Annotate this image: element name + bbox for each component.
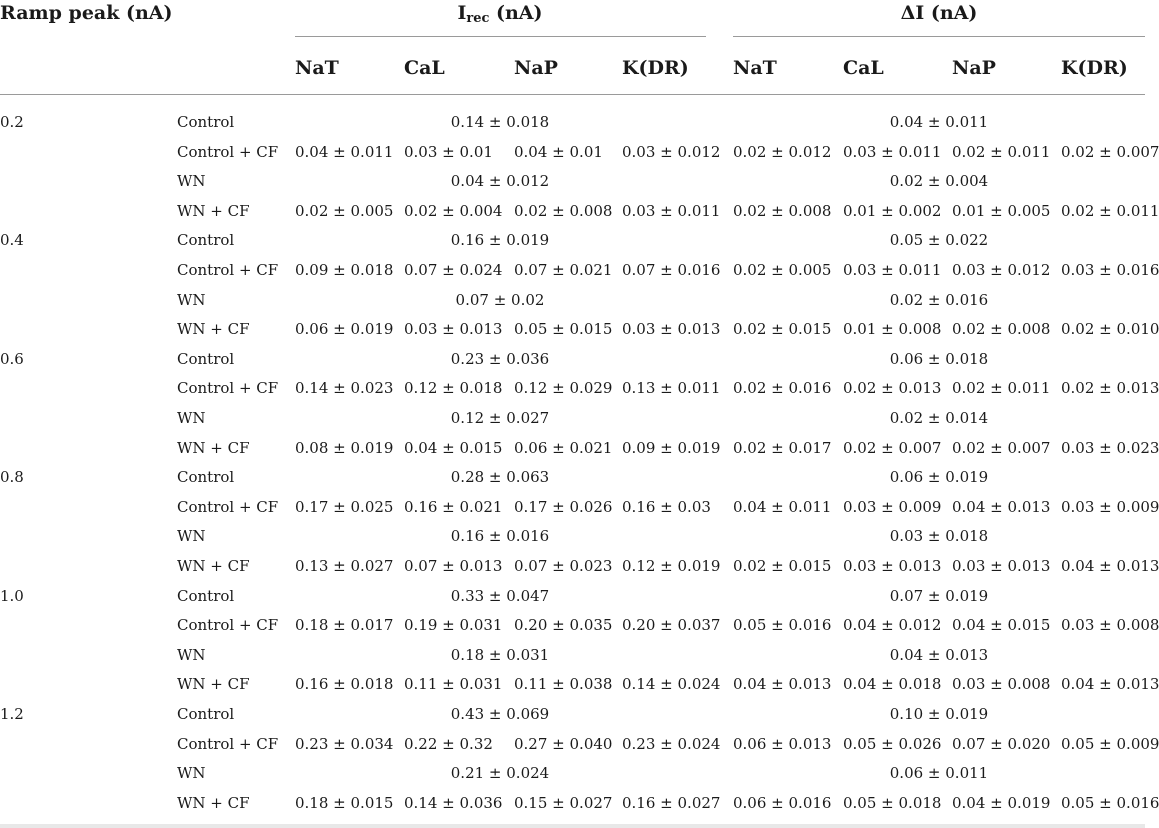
- table-cell: 0.16 ± 0.027: [622, 794, 721, 812]
- table-cell: 0.01 ± 0.002: [843, 202, 942, 220]
- ramp-peak-value: 1.2: [0, 705, 24, 723]
- delta-spanning-value: 0.05 ± 0.022: [889, 231, 989, 249]
- table-cell: 0.09 ± 0.018: [295, 261, 394, 279]
- delta-spanning-value: 0.03 ± 0.018: [889, 527, 989, 545]
- table-cell: 0.07 ± 0.024: [404, 261, 503, 279]
- table-cell: 0.02 ± 0.017: [733, 439, 832, 457]
- table-cell: 0.03 ± 0.013: [622, 320, 721, 338]
- table-cell: 0.12 ± 0.019: [622, 557, 721, 575]
- table-cell: 0.03 ± 0.013: [843, 557, 942, 575]
- table-cell: 0.02 ± 0.012: [733, 143, 832, 161]
- table-cell: 0.07 ± 0.023: [514, 557, 613, 575]
- irec-spanning-value: 0.18 ± 0.031: [450, 646, 550, 664]
- condition-label: Control + CF: [177, 379, 279, 397]
- table-cell: 0.01 ± 0.005: [952, 202, 1051, 220]
- table-cell: 0.06 ± 0.013: [733, 735, 832, 753]
- condition-label: Control + CF: [177, 261, 279, 279]
- ramp-peak-value: 1.0: [0, 587, 24, 605]
- irec-spanning-value: 0.04 ± 0.012: [450, 172, 550, 190]
- delta-spanning-value: 0.02 ± 0.016: [889, 291, 989, 309]
- table-cell: 0.05 ± 0.009: [1061, 735, 1159, 753]
- table-cell: 0.16 ± 0.03: [622, 498, 711, 516]
- table-cell: 0.02 ± 0.015: [733, 557, 832, 575]
- condition-label: WN + CF: [177, 557, 250, 575]
- ramp-peak-value: 0.4: [0, 231, 24, 249]
- table-cell: 0.27 ± 0.040: [514, 735, 613, 753]
- table-cell: 0.08 ± 0.019: [295, 439, 394, 457]
- table-cell: 0.02 ± 0.008: [733, 202, 832, 220]
- table-cell: 0.18 ± 0.017: [295, 616, 394, 634]
- delta-spanning-value: 0.02 ± 0.014: [889, 409, 989, 427]
- table-cell: 0.04 ± 0.01: [514, 143, 603, 161]
- table-cell: 0.05 ± 0.018: [843, 794, 942, 812]
- table-cell: 0.03 ± 0.016: [1061, 261, 1159, 279]
- table-cell: 0.04 ± 0.013: [1061, 557, 1159, 575]
- table-cell: 0.02 ± 0.008: [514, 202, 613, 220]
- table-cell: 0.03 ± 0.012: [622, 143, 721, 161]
- ramp-peak-header: Ramp peak (nA): [0, 2, 173, 24]
- table-cell: 0.04 ± 0.013: [733, 675, 832, 693]
- ramp-peak-value: 0.8: [0, 468, 24, 486]
- col-header-delta-kdr: K(DR): [1061, 57, 1128, 79]
- table-cell: 0.06 ± 0.016: [733, 794, 832, 812]
- table-cell: 0.02 ± 0.016: [733, 379, 832, 397]
- table-cell: 0.13 ± 0.011: [622, 379, 721, 397]
- table-cell: 0.19 ± 0.031: [404, 616, 503, 634]
- condition-label: Control + CF: [177, 143, 279, 161]
- table-cell: 0.05 ± 0.015: [514, 320, 613, 338]
- delta-group-rule: [733, 36, 1145, 37]
- table-cell: 0.15 ± 0.027: [514, 794, 613, 812]
- col-header-irec-cal: CaL: [404, 57, 445, 79]
- irec-spanning-value: 0.16 ± 0.016: [450, 527, 550, 545]
- irec-spanning-value: 0.12 ± 0.027: [450, 409, 550, 427]
- table-cell: 0.18 ± 0.015: [295, 794, 394, 812]
- table-cell: 0.02 ± 0.004: [404, 202, 503, 220]
- table-cell: 0.07 ± 0.013: [404, 557, 503, 575]
- table-cell: 0.01 ± 0.008: [843, 320, 942, 338]
- condition-label: WN: [177, 291, 206, 309]
- condition-label: WN + CF: [177, 675, 250, 693]
- table-cell: 0.14 ± 0.036: [404, 794, 503, 812]
- table-cell: 0.02 ± 0.013: [843, 379, 942, 397]
- condition-label: Control: [177, 231, 235, 249]
- table-cell: 0.04 ± 0.015: [952, 616, 1051, 634]
- table-cell: 0.11 ± 0.038: [514, 675, 613, 693]
- table-cell: 0.04 ± 0.013: [1061, 675, 1159, 693]
- header-bottom-rule: [0, 94, 1145, 95]
- irec-spanning-value: 0.43 ± 0.069: [450, 705, 550, 723]
- delta-spanning-value: 0.06 ± 0.019: [889, 468, 989, 486]
- condition-label: Control + CF: [177, 735, 279, 753]
- irec-group-rule: [295, 36, 706, 37]
- table-cell: 0.03 ± 0.009: [843, 498, 942, 516]
- condition-label: Control + CF: [177, 498, 279, 516]
- condition-label: Control: [177, 113, 235, 131]
- irec-spanning-value: 0.28 ± 0.063: [450, 468, 550, 486]
- condition-label: WN: [177, 646, 206, 664]
- irec-subscript: rec: [466, 11, 490, 26]
- condition-label: Control: [177, 468, 235, 486]
- table-cell: 0.03 ± 0.013: [952, 557, 1051, 575]
- table-cell: 0.03 ± 0.013: [404, 320, 503, 338]
- table-cell: 0.05 ± 0.016: [733, 616, 832, 634]
- delta-spanning-value: 0.06 ± 0.018: [889, 350, 989, 368]
- condition-label: Control: [177, 350, 235, 368]
- table-cell: 0.03 ± 0.011: [622, 202, 721, 220]
- col-header-irec-nap: NaP: [514, 57, 558, 79]
- delta-spanning-value: 0.04 ± 0.011: [889, 113, 989, 131]
- condition-label: Control: [177, 705, 235, 723]
- table-cell: 0.04 ± 0.011: [733, 498, 832, 516]
- table-cell: 0.04 ± 0.013: [952, 498, 1051, 516]
- table-cell: 0.04 ± 0.011: [295, 143, 394, 161]
- table-cell: 0.23 ± 0.034: [295, 735, 394, 753]
- delta-i-header: ΔI (nA): [900, 2, 978, 24]
- condition-label: Control: [177, 587, 235, 605]
- irec-spanning-value: 0.21 ± 0.024: [450, 764, 550, 782]
- table-cell: 0.16 ± 0.018: [295, 675, 394, 693]
- table-cell: 0.23 ± 0.024: [622, 735, 721, 753]
- table-cell: 0.17 ± 0.025: [295, 498, 394, 516]
- table-cell: 0.06 ± 0.021: [514, 439, 613, 457]
- irec-header: [295, 2, 705, 24]
- condition-label: WN: [177, 764, 206, 782]
- table-cell: 0.13 ± 0.027: [295, 557, 394, 575]
- table-cell: 0.03 ± 0.01: [404, 143, 493, 161]
- ramp-peak-value: 0.2: [0, 113, 24, 131]
- table-cell: 0.02 ± 0.007: [843, 439, 942, 457]
- table-cell: 0.20 ± 0.035: [514, 616, 613, 634]
- irec-spanning-value: 0.33 ± 0.047: [450, 587, 550, 605]
- table-cell: 0.12 ± 0.029: [514, 379, 613, 397]
- table-cell: 0.12 ± 0.018: [404, 379, 503, 397]
- condition-label: WN + CF: [177, 202, 250, 220]
- col-header-irec-kdr: K(DR): [622, 57, 689, 79]
- table-cell: 0.20 ± 0.037: [622, 616, 721, 634]
- table-cell: 0.04 ± 0.019: [952, 794, 1051, 812]
- delta-spanning-value: 0.04 ± 0.013: [889, 646, 989, 664]
- irec-spanning-value: 0.14 ± 0.018: [450, 113, 550, 131]
- table-cell: 0.22 ± 0.32: [404, 735, 493, 753]
- table-cell: 0.03 ± 0.012: [952, 261, 1051, 279]
- condition-label: WN: [177, 409, 206, 427]
- table-cell: 0.02 ± 0.007: [1061, 143, 1159, 161]
- table-cell: 0.05 ± 0.026: [843, 735, 942, 753]
- table-cell: 0.03 ± 0.011: [843, 261, 942, 279]
- table-cell: 0.03 ± 0.009: [1061, 498, 1159, 516]
- table-cell: 0.07 ± 0.020: [952, 735, 1051, 753]
- irec-spanning-value: 0.07 ± 0.02: [455, 291, 545, 309]
- table-cell: 0.02 ± 0.011: [952, 143, 1051, 161]
- table-cell: 0.02 ± 0.013: [1061, 379, 1159, 397]
- col-header-irec-nat: NaT: [295, 57, 339, 79]
- table-cell: 0.14 ± 0.023: [295, 379, 394, 397]
- table-cell: 0.16 ± 0.021: [404, 498, 503, 516]
- irec-spanning-value: 0.16 ± 0.019: [450, 231, 550, 249]
- table-cell: 0.03 ± 0.008: [952, 675, 1051, 693]
- condition-label: Control + CF: [177, 616, 279, 634]
- table-cell: 0.02 ± 0.005: [733, 261, 832, 279]
- table-cell: 0.02 ± 0.015: [733, 320, 832, 338]
- table-cell: 0.06 ± 0.019: [295, 320, 394, 338]
- table-cell: 0.11 ± 0.031: [404, 675, 503, 693]
- irec-spanning-value: 0.23 ± 0.036: [450, 350, 550, 368]
- delta-spanning-value: 0.06 ± 0.011: [889, 764, 989, 782]
- irec-symbol: I: [457, 2, 467, 24]
- condition-label: WN: [177, 527, 206, 545]
- col-header-delta-nap: NaP: [952, 57, 996, 79]
- col-header-delta-cal: CaL: [843, 57, 884, 79]
- table-cell: 0.02 ± 0.007: [952, 439, 1051, 457]
- table-cell: 0.03 ± 0.008: [1061, 616, 1159, 634]
- table-cell: 0.04 ± 0.015: [404, 439, 503, 457]
- delta-spanning-value: 0.10 ± 0.019: [889, 705, 989, 723]
- table-cell: 0.03 ± 0.023: [1061, 439, 1159, 457]
- table-cell: 0.14 ± 0.024: [622, 675, 721, 693]
- table-cell: 0.02 ± 0.011: [1061, 202, 1159, 220]
- ramp-peak-value: 0.6: [0, 350, 24, 368]
- table-cell: 0.03 ± 0.011: [843, 143, 942, 161]
- table-cell: 0.02 ± 0.010: [1061, 320, 1159, 338]
- table-cell: 0.07 ± 0.021: [514, 261, 613, 279]
- irec-unit: (nA): [489, 2, 543, 24]
- table-cell: 0.04 ± 0.018: [843, 675, 942, 693]
- table-cell: 0.17 ± 0.026: [514, 498, 613, 516]
- table-cell: 0.05 ± 0.016: [1061, 794, 1159, 812]
- table-cell: 0.09 ± 0.019: [622, 439, 721, 457]
- table-cell: 0.07 ± 0.016: [622, 261, 721, 279]
- table-cell: 0.02 ± 0.008: [952, 320, 1051, 338]
- table-bottom-bar: [0, 824, 1145, 828]
- condition-label: WN: [177, 172, 206, 190]
- col-header-delta-nat: NaT: [733, 57, 777, 79]
- delta-spanning-value: 0.02 ± 0.004: [889, 172, 989, 190]
- table-cell: 0.04 ± 0.012: [843, 616, 942, 634]
- delta-spanning-value: 0.07 ± 0.019: [889, 587, 989, 605]
- condition-label: WN + CF: [177, 439, 250, 457]
- condition-label: WN + CF: [177, 320, 250, 338]
- condition-label: WN + CF: [177, 794, 250, 812]
- table-cell: 0.02 ± 0.005: [295, 202, 394, 220]
- table-cell: 0.02 ± 0.011: [952, 379, 1051, 397]
